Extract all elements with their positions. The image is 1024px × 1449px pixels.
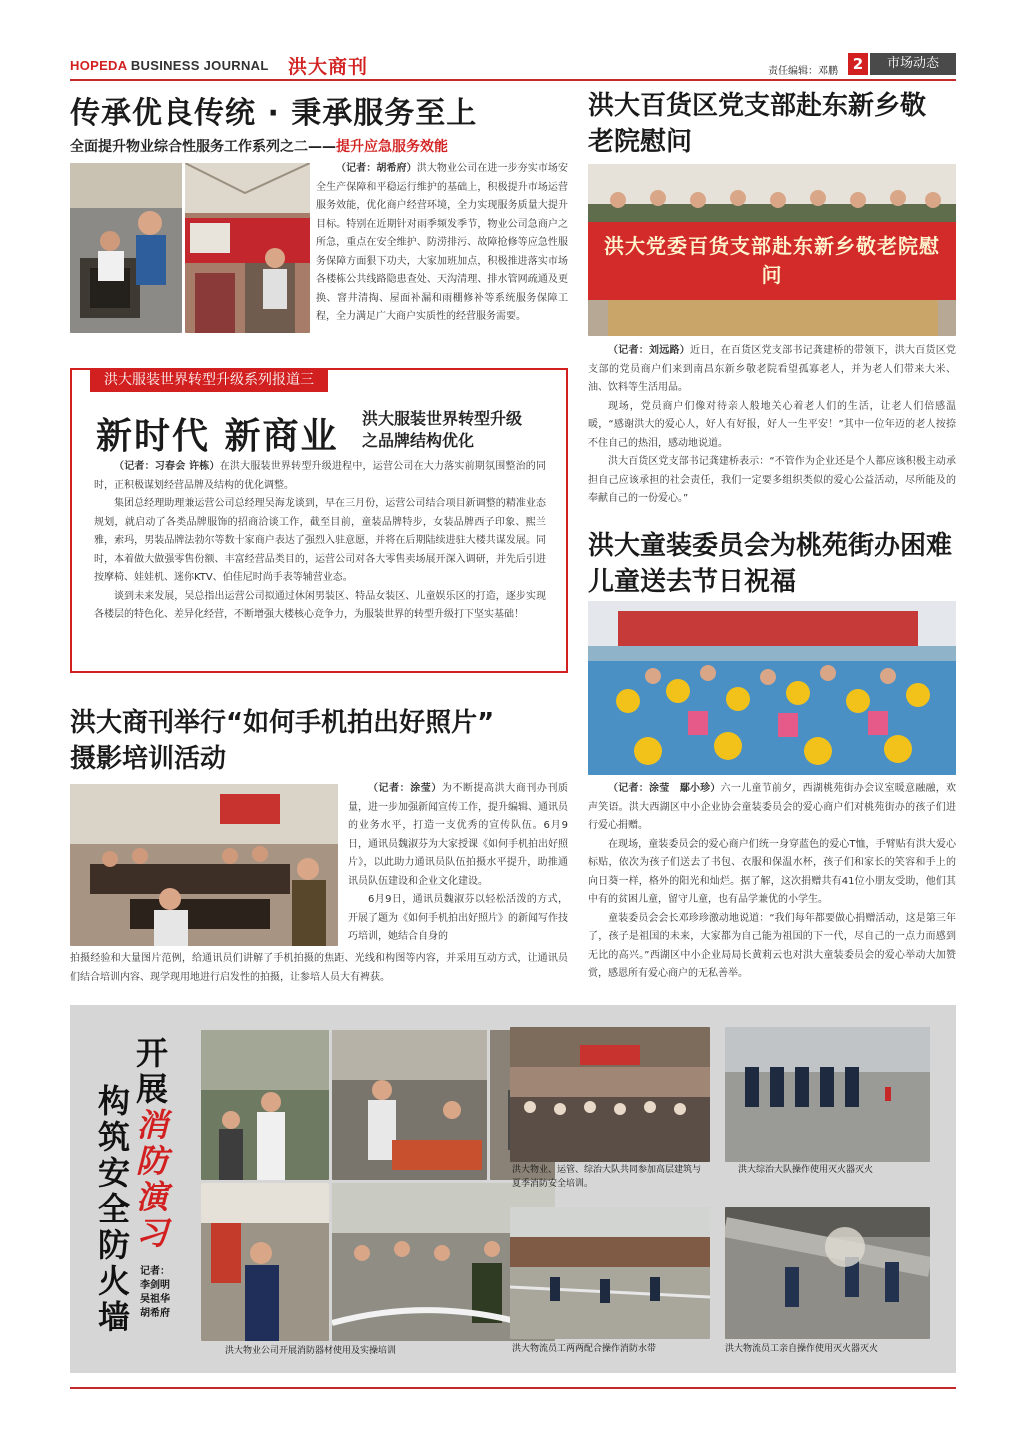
- article3-byline: （记者：涂莹）: [368, 783, 442, 794]
- fire-drill-panel: [70, 1005, 956, 1373]
- fire-title-char: 习: [135, 1214, 168, 1252]
- article5-title-line2: 儿童送去节日祝福: [588, 567, 797, 597]
- article5-body: [588, 780, 956, 984]
- article5-p1: 六一儿童节前夕，西湖桃苑街办会议室暖意融融，欢声笑语。洪大西湖区中小企业协会童装委员会的爱心商户们对桃苑街办的孩子们进行爱心捐赠。: [588, 783, 957, 831]
- fire-title-char: 构: [97, 1082, 130, 1120]
- article2-p1: 在洪大服装世界转型升级进程中，运营公司在大力落实前期氛围整治的同时，正积极谋划经营品牌及结构的优化调整。: [94, 461, 547, 491]
- article3-title-line2: 摄影培训活动: [70, 744, 227, 774]
- article2-subtitle-line1: 洪大服装世界转型升级: [362, 409, 523, 428]
- fire-caption-3: 洪大综治大队操作使用灭火器灭火: [738, 1165, 874, 1175]
- article1-photo-maintenance: [70, 163, 182, 333]
- fire-title-char: 墙: [97, 1298, 130, 1336]
- article2-subtitle: [362, 408, 522, 452]
- fire-title-col1: [134, 1035, 170, 1251]
- article1-subtitle-main: 全面提升物业综合性服务工作系列之二——: [70, 139, 336, 155]
- article3-p2a: 6月9日，通讯员魏淑芬以轻松活泼的方式，开展了题为《如何手机拍出好照片》的新闻写作技巧培训，她结合自身的: [348, 894, 568, 942]
- journal-english-name: [70, 58, 269, 73]
- article5-p2: 在现场，童装委员会的爱心商户们统一身穿蓝色的爱心T恤，手臂贴有洪大爱心标贴，依次为孩子们送去了书包、衣服和保温水杯，孩子们和家长的笑容和手上的向日葵一样，格外的阳光和灿烂。据了解，这次捐赠共有41位小朋友受助，他们其中有的贫困儿童，留守儿童，也有品学兼优的小学生。: [588, 838, 956, 905]
- page-number: 2: [848, 53, 868, 75]
- fire-caption-5: 洪大物流员工亲自操作使用灭火器灭火: [725, 1344, 879, 1354]
- fire-caption-4: 洪大物流员工两两配合操作消防水带: [512, 1344, 657, 1354]
- article3-photo-training: [70, 784, 338, 946]
- fire-title-char: 消: [135, 1106, 168, 1144]
- article4-body: [588, 342, 956, 509]
- article4-title: [588, 88, 926, 160]
- fire-title-char: 展: [135, 1070, 168, 1108]
- section-name: 市场动态: [870, 53, 956, 75]
- article3-p1: 为不断提高洪大商刊办刊质量，进一步加强新闻宣传工作，提升编辑、通讯员的业务水平，打造一支优秀的宣传队伍。6月9日，通讯员魏淑芬为大家授课《如何手机拍出好照片》，以此助力通讯员队伍拍摄水平提升，助推通讯员队伍建设和企业文化建设。: [348, 783, 569, 887]
- fire-photo-extinguisher-team: [725, 1027, 930, 1162]
- fire-reporter-3: 胡希府: [140, 1308, 170, 1319]
- fire-title-char: 安: [97, 1154, 130, 1192]
- journal-logo: 洪大商刊: [288, 56, 369, 78]
- article5-byline: （记者：涂莹 鄢小珍）: [608, 783, 721, 794]
- article3-body-bottom: [70, 950, 568, 987]
- article4-byline: （记者：刘远路）: [608, 345, 690, 356]
- article2-box: [70, 368, 568, 673]
- editor-credit: 责任编辑：邓鹏: [768, 66, 838, 77]
- article3-title: [70, 705, 494, 777]
- fire-reporters-label: 记者：: [140, 1266, 170, 1277]
- fire-reporter-2: 吴祖华: [140, 1294, 170, 1305]
- article4-p3: 洪大百货区党支部书记龚建桥表示：“不管作为企业还是个人都应该积极主动承担自己应该承担的社会责任，我们一定要多组织类似的爱心公益活动，尽所能及的奉献自己的一份爱心。”: [588, 456, 956, 504]
- top-rule: [70, 79, 956, 81]
- fire-reporters: [140, 1265, 170, 1321]
- fire-caption-2: 洪大物业、运管、综治大队共同参加高层建筑与夏季消防安全培训。: [512, 1165, 702, 1189]
- brand-name-rest: BUSINESS JOURNAL: [130, 58, 269, 73]
- article3-title-line1: 洪大商刊举行“如何手机拍出好照片”: [70, 708, 495, 738]
- fire-title-char: 开: [135, 1034, 168, 1072]
- fire-photo-training-hall: [510, 1027, 710, 1162]
- fire-title-char: 全: [97, 1190, 130, 1228]
- fire-title-char: 防: [97, 1226, 130, 1264]
- fire-title-char: 筑: [97, 1118, 130, 1156]
- article2-title: 新时代 新商业: [96, 415, 339, 457]
- bottom-rule: [70, 1387, 956, 1389]
- fire-title-part1: [134, 1035, 170, 1251]
- article3-body-right: [348, 780, 568, 947]
- fire-photo-2: [332, 1030, 487, 1180]
- article1-text: 洪大物业公司在进一步夯实市场安全生产保障和平稳运行维护的基础上，积极提升市场运营服务效能，优化商户经营环境，全力实现服务质量大提升目标。特别在近期针对雨季频发季节，物业公司急商户之所急，重点在安全维护、防涝排污、故障抢修等应急性服务保障方面狠下功夫，大家加班加点，积极推进落实市场各楼栋公共线路隐患查处、天沟清理、排水管网疏通及更换、窨井清掏、屋面补漏和雨棚修补等系统服务保障工程，全力满足广大商户实质性的经营服务需要。: [316, 163, 569, 322]
- fire-title-char: 火: [97, 1262, 130, 1300]
- article5-title-line1: 洪大童装委员会为桃苑街办困难: [588, 531, 953, 561]
- fire-photo-1: [201, 1030, 329, 1180]
- article1-byline: （记者：胡希府）: [336, 163, 417, 174]
- article3-p2b: 拍摄经验和大量图片范例，给通讯员们讲解了手机拍摄的焦距、光线和构图等内容，并采用互动方式，让通讯员们结合培训内容、现学现用地进行启发性的拍摄，让参培人员大有裨获。: [70, 953, 568, 983]
- article5-p3: 童装委员会会长邓珍珍激动地说道：“我们每年都要做心捐赠活动，这是第三年了，孩子是祖国的未来，大家都为自己能为祖国的下一代，尽自己的一点力而感到无比的高兴。”西湖区中小企业局局长黄莉云也对洪大童装委员会的爱心举动大加赞赏，感恩所有爱心商户的无私善举。: [588, 912, 956, 979]
- article4-banner-text: 洪大党委百货支部赴东新乡敬老院慰问: [604, 234, 940, 287]
- brand-name-red: HOPEDA: [70, 58, 127, 73]
- article5-title: [588, 528, 952, 600]
- fire-title-col2: [96, 1083, 132, 1335]
- article2-body: [94, 458, 546, 625]
- article4-photo-nursing-home: [588, 164, 956, 336]
- article2-series-tag: 洪大服装世界转型升级系列报道三: [90, 368, 328, 392]
- article2-p2: 集团总经理助理兼运营公司总经理吴海龙谈到，早在三月份，运营公司结合项目新调整的精准业态规划，就启动了各类品牌服饰的招商洽谈工作，截至目前，童装品牌特步，女装品牌西子印象、熙兰雅，索玛，男装品牌法勃尔等数十家商户表达了强烈入驻意愿，并将在后期陆续进驻大楼共谋发展。同时，本着做大做强零售份额、丰富经营品类目的，运营公司对各大零售卖场展开深入调研，并先后引进按摩椅、娃娃机、迷你KTV、伯佳尼时尚手表等辅营业态。: [94, 498, 546, 583]
- article4-p1: 近日，在百货区党支部书记龚建桥的带领下，洪大百货区党支部的党员商户们来到南昌东新乡敬老院看望孤寡老人，并为老人们带来大米、油、饮料等生活用品。: [588, 345, 957, 393]
- article5-photo-children: [588, 601, 956, 775]
- fire-title-char: 防: [135, 1142, 168, 1180]
- fire-reporter-1: 李剑明: [140, 1280, 170, 1291]
- fire-photo-extinguisher-staff: [725, 1207, 930, 1339]
- article4-title-line2: 老院慰问: [588, 127, 693, 157]
- fire-photo-hose-drill: [510, 1207, 710, 1339]
- article1-title: 传承优良传统 · 秉承服务至上: [70, 96, 478, 131]
- article2-subtitle-line2: 之品牌结构优化: [362, 431, 475, 450]
- article1-subtitle-highlight: 提升应急服务效能: [336, 139, 448, 155]
- masthead: [70, 50, 956, 80]
- article1-subtitle: [70, 136, 448, 156]
- fire-caption-1: 洪大物业公司开展消防器材使用及实操培训: [225, 1346, 397, 1356]
- article4-title-line1: 洪大百货区党支部赴东新乡敬: [588, 91, 927, 121]
- fire-title-char: 演: [135, 1178, 168, 1216]
- article1-photo-storefront: [185, 163, 310, 333]
- fire-title-part2: [96, 1083, 132, 1335]
- article2-p3: 谈到未来发展，吴总指出运营公司拟通过休闲男装区、特品女装区、儿童娱乐区的打造，逐步实现各楼层的特色化、差异化经营，不断增强大楼核心竞争力，为服装世界的转型升级打下坚实基础！: [94, 590, 546, 620]
- article2-byline: （记者：习春会 许栋）: [114, 461, 220, 472]
- fire-photo-4: [201, 1183, 329, 1341]
- article4-p2: 现场，党员商户们像对待亲人般地关心着老人们的生活，让老人们倍感温暖，“感谢洪大的爱心人，好人有好报，好人一生平安！”其中一位年迈的老人按捺不住自己的热泪，感动地说道。: [588, 400, 956, 449]
- article1-body: [316, 160, 568, 327]
